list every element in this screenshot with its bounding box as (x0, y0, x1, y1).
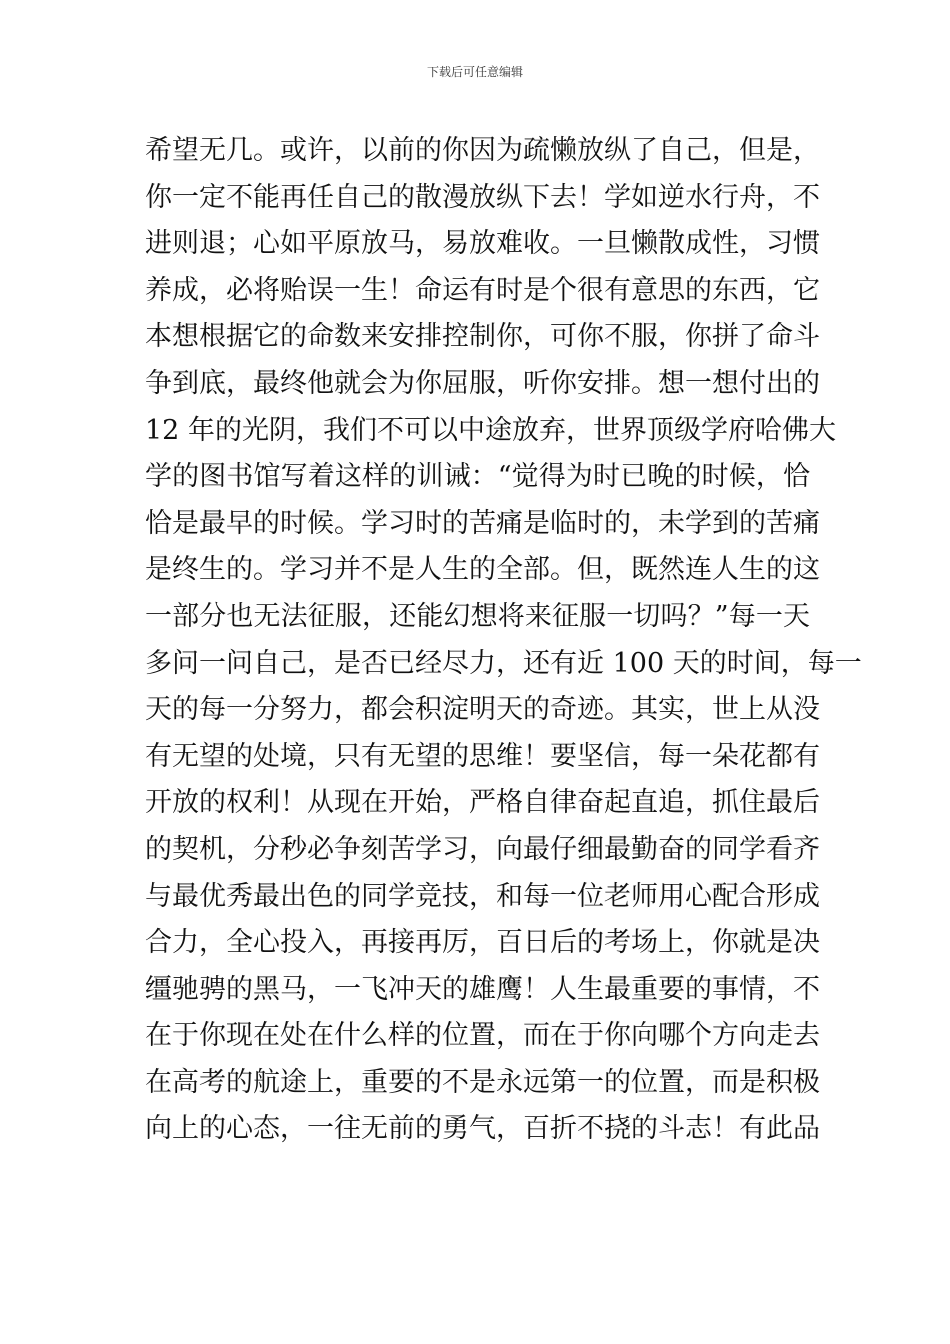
text-line: 合力，全心投入，再接再厉，百日后的考场上，你就是决 (145, 927, 820, 959)
text-line: 一部分也无法征服，还能幻想将来征服一切吗？”每一天 (145, 600, 810, 632)
text-line: 养成，必将贻误一生！命运有时是个很有意思的东西，它 (145, 274, 820, 306)
text-line: 争到底，最终他就会为你屈服，听你安排。想一想付出的 (145, 367, 820, 399)
text-line: 是终生的。学习并不是人生的全部。但，既然连人生的这 (145, 554, 820, 586)
text-line: 向上的心态，一往无前的勇气，百折不挠的斗志！有此品 (145, 1113, 820, 1145)
text-line: 进则退；心如平原放马，易放难收。一旦懒散成性，习惯 (145, 228, 820, 260)
document-body (145, 128, 862, 1153)
text-line: 与最优秀最出色的同学竞技，和每一位老师用心配合形成 (145, 880, 820, 912)
text-line: 有无望的处境，只有无望的思维！要坚信，每一朵花都有 (145, 740, 820, 772)
text-line: 在高考的航途上，重要的不是永远第一的位置，而是积极 (145, 1066, 820, 1098)
text-line: 在于你现在处在什么样的位置，而在于你向哪个方向走去 (145, 1020, 820, 1052)
text-line: 恰是最早的时候。学习时的苦痛是临时的，未学到的苦痛 (145, 507, 820, 539)
text-line: 本想根据它的命数来安排控制你，可你不服，你拼了命斗 (145, 321, 820, 353)
page-header (0, 64, 950, 80)
text-line: 学的图书馆写着这样的训诫：“觉得为时已晚的时候，恰 (145, 461, 810, 493)
text-line: 希望无几。或许，以前的你因为疏懒放纵了自己，但是， (145, 135, 820, 166)
text-line: 的契机，分秒必争刻苦学习，向最仔细最勤奋的同学看齐 (145, 833, 820, 865)
text-line: 多问一问自己，是否已经尽力，还有近 100 天的时间，每一 (145, 647, 862, 679)
header-text: 下载后可任意编辑 (426, 65, 523, 79)
text-line: 12 年的光阴，我们不可以中途放弃，世界顶级学府哈佛大 (145, 414, 836, 446)
text-line: 开放的权利！从现在开始，严格自律奋起直追，抓住最后 (145, 787, 820, 819)
text-line: 天的每一分努力，都会积淀明天的奇迹。其实，世上从没 (145, 694, 820, 726)
text-line: 缰驰骋的黑马，一飞冲天的雄鹰！人生最重要的事情，不 (145, 973, 820, 1005)
text-line: 你一定不能再任自己的散漫放纵下去！学如逆水行舟，不 (145, 181, 820, 213)
